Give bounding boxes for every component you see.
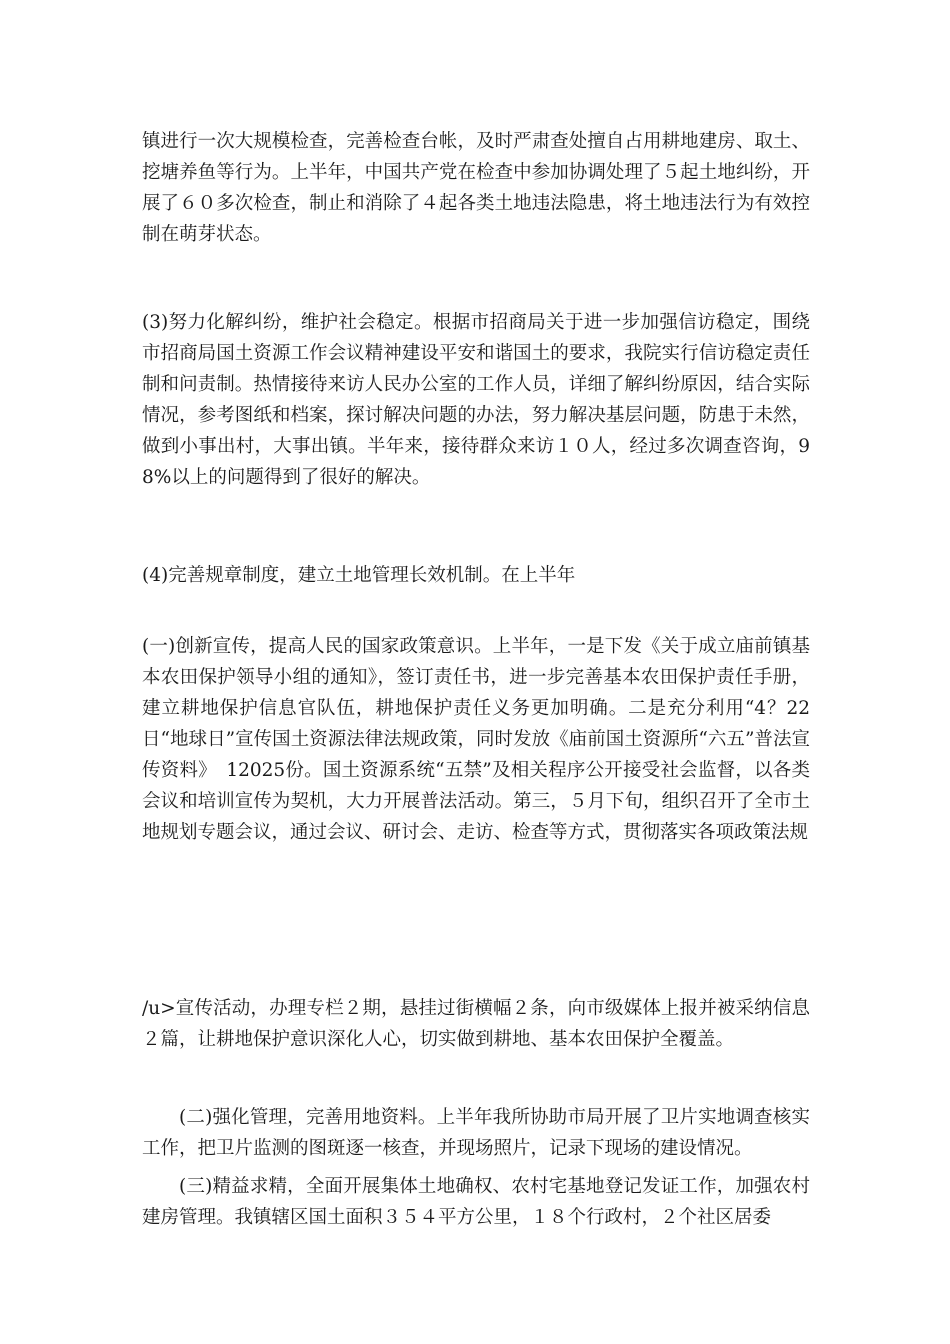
- paragraph-publicity-activities: /u>宣传活动，办理专栏２期，悬挂过街横幅２条，向市级媒体上报并被采纳信息２篇，让耕地保护意识深化人心，切实做到耕地、基本农田保护全覆盖。: [142, 998, 810, 1050]
- paragraph-resolve-disputes: (3)努力化解纠纷，维护社会稳定。根据市招商局关于进一步加强信访稳定，围绕市招商局国土资源工作会议精神建设平安和谐国土的要求，我院实行信访稳定责任制和问责制。热情接待来访人民办公室的工作人员，详细了解纠纷原因，结合实际情况，参考图纸和档案，探讨解决问题的办法，努力解决基层问题，防患于未然，做到小事出村，大事出镇。半年来，接待群众来访１０人，经过多次调查咨询，98%以上的问题得到了很好的解决。: [142, 312, 810, 488]
- paragraph-improve-rules: (4)完善规章制度，建立土地管理长效机制。在上半年: [142, 565, 576, 586]
- paragraph-innovative-publicity: (一)创新宣传，提高人民的国家政策意识。上半年，一是下发《关于成立庙前镇基本农田保护领导小组的通知》，签订责任书，进一步完善基本农田保护责任手册，建立耕地保护信息官队伍，耕地保护责任义务更加明确。二是充分利用“4？22日“地球日”宣传国土资源法律法规政策，同时发放《庙前国土资源所“六五”普法宣传资料》 12025份。国土资源系统“五禁”及相关程序公开接受社会监督，以各类会议和培训宣传为契机，大力开展普法活动。第三，５月下旬，组织召开了全市土地规划专题会议，通过会议、研讨会、走访、检查等方式，贯彻落实各项政策法规: [142, 636, 810, 843]
- paragraph-land-inspection: 镇进行一次大规模检查，完善检查台帐，及时严肃查处擅自占用耕地建房、取土、挖塘养鱼等行为。上半年，中国共产党在检查中参加协调处理了５起土地纠纷，开展了６０多次检查，制止和消除了４起各类土地违法隐患，将土地违法行为有效控制在萌芽状态。: [142, 131, 810, 245]
- paragraph-strengthen-management: (二)强化管理，完善用地资料。上半年我所协助市局开展了卫片实地调查核实工作，把卫片监测的图斑逐一核查，并现场照片，记录下现场的建设情况。: [142, 1107, 810, 1159]
- paragraph-land-rights-registration: (三)精益求精，全面开展集体土地确权、农村宅基地登记发证工作，加强农村建房管理。我镇辖区国土面积３５４平方公里，１８个行政村，２个社区居委: [142, 1176, 810, 1228]
